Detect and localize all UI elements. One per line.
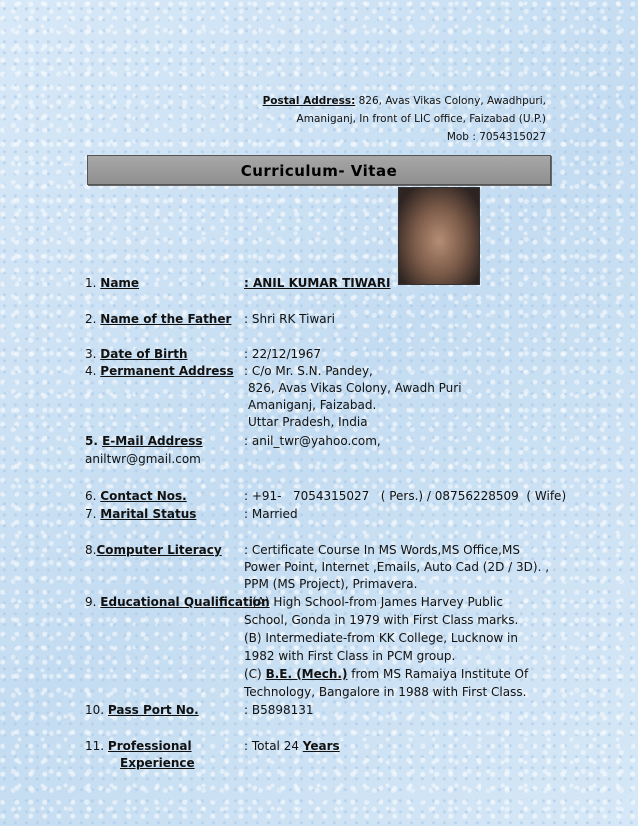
- education-line-5-suffix: from MS Ramaiya Institute Of: [347, 667, 529, 681]
- document-title: Curriculum- Vitae: [240, 162, 398, 180]
- address-line-1: : C/o Mr. S.N. Pandey,: [244, 364, 373, 378]
- postal-address-label: Postal Address:: [262, 95, 356, 107]
- field-value-passport: : B5898131: [244, 703, 314, 717]
- field-number: 4.: [85, 364, 97, 378]
- field-label: Computer Literacy: [96, 543, 222, 557]
- field-label: Contact Nos.: [100, 489, 187, 503]
- field-dob: [85, 346, 188, 363]
- field-value-dob: : 22/12/1967: [244, 347, 322, 361]
- address-line-4: Uttar Pradesh, India: [248, 415, 368, 429]
- computer-line-1: : Certificate Course In MS Words,MS Office,MS: [244, 543, 520, 557]
- field-label: Name: [100, 276, 140, 290]
- experience-prefix: : Total 24: [244, 739, 303, 753]
- education-line-5: [244, 666, 528, 683]
- education-degree: B.E. (Mech.): [265, 667, 348, 681]
- field-permanent-address: [85, 363, 234, 380]
- address-line-2: 826, Avas Vikas Colony, Awadh Puri: [248, 381, 462, 395]
- field-contact: [85, 488, 187, 505]
- field-number: 3.: [85, 347, 97, 361]
- field-label: E-Mail Address: [102, 434, 203, 448]
- field-value-marital: : Married: [244, 507, 298, 521]
- field-number: 9.: [85, 595, 97, 609]
- address-line-3: Amaniganj, Faizabad.: [248, 398, 377, 412]
- field-computer: [85, 542, 222, 559]
- field-education: [85, 594, 270, 611]
- field-passport: [85, 702, 199, 719]
- field-label: Permanent Address: [100, 364, 234, 378]
- field-value-experience: [244, 738, 340, 755]
- computer-line-2: Power Point, Internet ,Emails, Auto Cad (2D / 3D). ,: [244, 560, 550, 574]
- field-number: 6.: [85, 489, 97, 503]
- computer-line-3: PPM (MS Project), Primavera.: [244, 577, 418, 591]
- field-experience-label-2: [120, 755, 195, 772]
- education-line-3: (B) Intermediate-from KK College, Lucknow in: [244, 631, 518, 645]
- field-label: Date of Birth: [100, 347, 188, 361]
- postal-address-text: 826, Avas Vikas Colony, Awadhpuri,: [355, 95, 546, 107]
- field-marital: [85, 506, 196, 523]
- field-value-contact: : +91- 7054315027 ( Pers.) / 08756228509 ( Wife): [244, 489, 567, 503]
- profile-photo: [398, 187, 480, 285]
- education-line-5-prefix: (C): [244, 667, 266, 681]
- field-label: Pass Port No.: [107, 703, 199, 717]
- field-label: Name of the Father: [100, 312, 232, 326]
- experience-unit: Years: [302, 739, 340, 753]
- field-number: 1.: [85, 276, 97, 290]
- field-label: Educational Qualification: [100, 595, 270, 609]
- field-email: [85, 433, 203, 450]
- field-label: Marital Status: [100, 507, 197, 521]
- field-value-email-2: aniltwr@gmail.com: [85, 452, 201, 466]
- field-name: [85, 275, 139, 292]
- title-banner: [87, 155, 551, 185]
- field-number: 5.: [85, 434, 98, 448]
- field-value-email: : anil_twr@yahoo.com,: [244, 434, 381, 448]
- postal-address-line-2: Amaniganj, In front of LIC office, Faizabad (U.P.): [296, 113, 546, 125]
- field-number: 10.: [85, 703, 105, 717]
- education-line-6: Technology, Bangalore in 1988 with First Class.: [244, 685, 527, 699]
- education-line-2: School, Gonda in 1979 with First Class marks.: [244, 613, 519, 627]
- education-line-1: :(A) High School-from James Harvey Public: [248, 595, 503, 609]
- field-label-continued: Experience: [120, 756, 195, 770]
- field-number: 7.: [85, 507, 97, 521]
- field-father: [85, 311, 231, 328]
- education-line-4: 1982 with First Class in PCM group.: [244, 649, 456, 663]
- postal-address-mobile: Mob : 7054315027: [446, 131, 546, 143]
- field-label: Professional: [107, 739, 192, 753]
- field-number: 11.: [85, 739, 105, 753]
- field-value-father: : Shri RK Tiwari: [244, 312, 335, 326]
- field-experience: [85, 738, 192, 755]
- field-number: 8.: [85, 543, 97, 557]
- field-number: 2.: [85, 312, 97, 326]
- postal-address-line-1: [263, 92, 546, 110]
- field-value-name: : ANIL KUMAR TIWARI: [244, 276, 391, 290]
